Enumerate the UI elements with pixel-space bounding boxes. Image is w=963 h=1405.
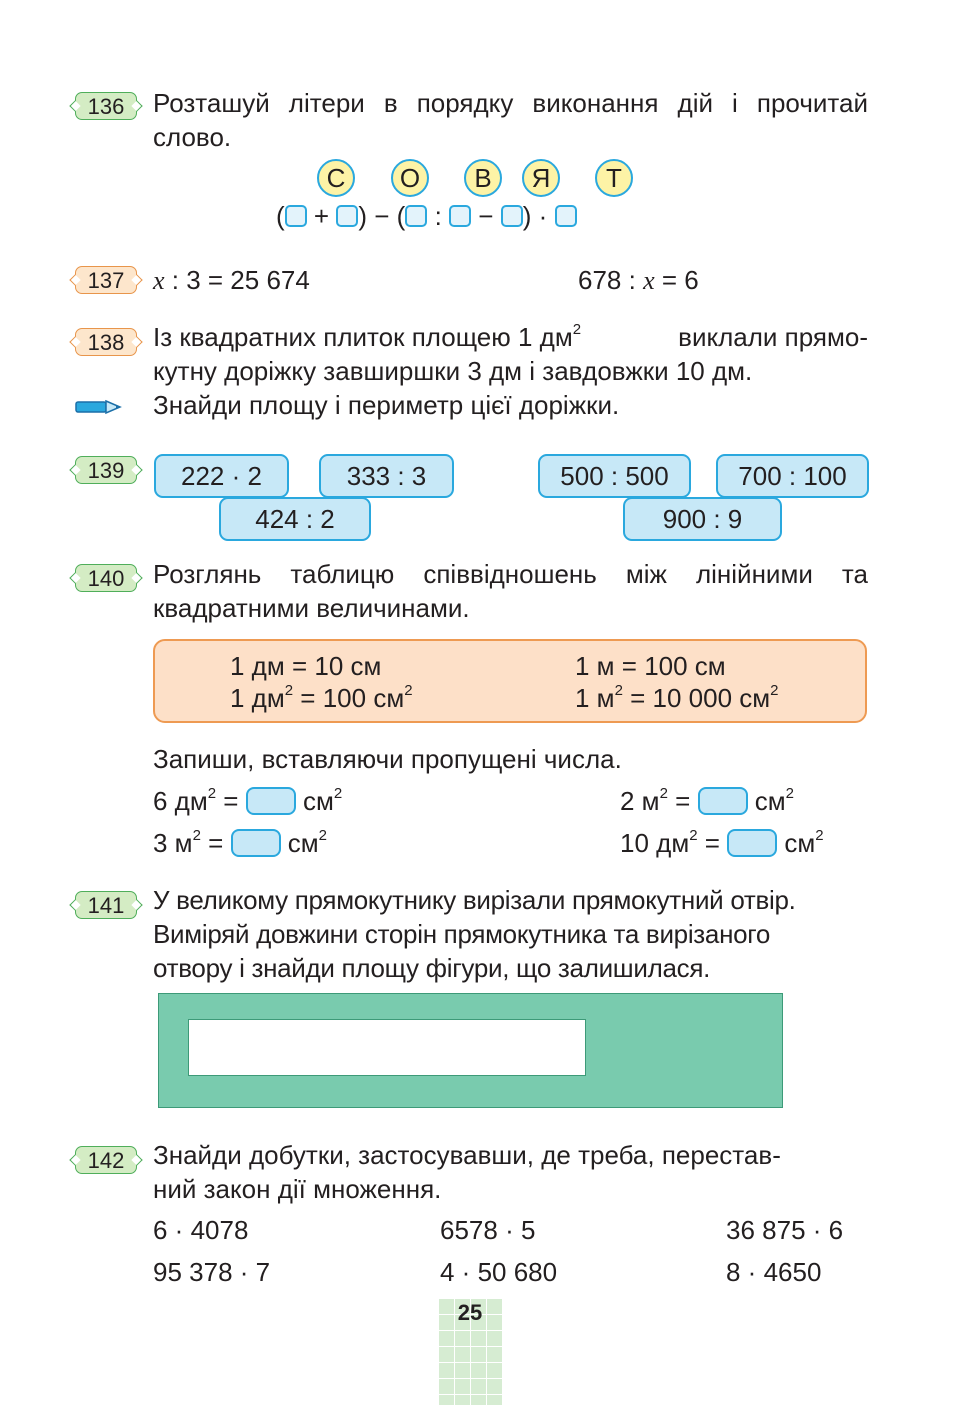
- task-140-text: Розглянь таблицю співвідношень між лінійними та квадратними величинами.: [153, 559, 868, 623]
- fill-in-item: [153, 826, 327, 860]
- letter-circle-t: Т: [595, 159, 633, 197]
- superscript: 2: [207, 785, 217, 802]
- answer-input-box[interactable]: [727, 829, 777, 857]
- superscript: 2: [333, 785, 343, 802]
- op-minus: −: [478, 201, 494, 231]
- text: см: [287, 828, 319, 858]
- text: Знайди площу і периметр цієї доріжки.: [153, 390, 620, 420]
- text: Знайди добутки, застосувавши, де треба, перестав-: [153, 1140, 781, 1170]
- text: см: [302, 786, 334, 816]
- op-colon: :: [434, 201, 442, 231]
- superscript: 2: [815, 827, 824, 844]
- superscript: 2: [659, 785, 668, 802]
- task-number-142: 142: [75, 1146, 137, 1174]
- product-expression: 36 875 · 6: [726, 1215, 844, 1245]
- task-number-137: 137: [75, 266, 137, 294]
- task-138-text: [153, 320, 868, 422]
- pencil-icon: [74, 397, 122, 417]
- equation-rest: = 6: [654, 265, 699, 295]
- text: отвору і знайди площу фігури, що залишилася.: [153, 953, 711, 983]
- op-dot: ·: [538, 201, 548, 231]
- product-expression: 95 378 · 7: [153, 1257, 271, 1287]
- text: =: [216, 786, 246, 816]
- text: =: [697, 828, 728, 858]
- equation-rest: : 3 = 25 674: [164, 265, 310, 295]
- text: кутну доріжку завширшки 3 дм і завдовжки 10 дм.: [153, 356, 753, 386]
- text: = 10 000 см: [622, 683, 771, 713]
- paren: (: [276, 201, 285, 231]
- page-number: 25: [457, 1300, 483, 1325]
- text: 2 м: [620, 786, 660, 816]
- equation-2: [578, 263, 699, 298]
- task-number-140: 140: [75, 564, 137, 592]
- expression-box: 900 : 9: [623, 497, 782, 541]
- expression-box: 424 : 2: [219, 497, 371, 541]
- paren: ): [522, 201, 532, 231]
- paren: ): [358, 201, 367, 231]
- task-142-text: [153, 1138, 868, 1206]
- text: = 100 см: [293, 683, 405, 713]
- answer-square[interactable]: [555, 205, 577, 227]
- product-expression: 4 · 50 680: [440, 1257, 558, 1287]
- answer-input-box[interactable]: [231, 829, 281, 857]
- text: 6 дм: [153, 786, 208, 816]
- text: Виміряй довжини сторін прямокутника та вирізаного: [153, 919, 771, 949]
- text: виклали прямо-: [678, 322, 868, 352]
- text: 3 м: [153, 828, 193, 858]
- answer-square[interactable]: [285, 205, 307, 227]
- instruction-text: Запиши, вставляючи пропущені числа.: [153, 744, 622, 774]
- fill-in-item: [153, 784, 342, 818]
- equation-pre: 678 :: [578, 265, 644, 295]
- text: 10 дм: [620, 828, 690, 858]
- answer-square[interactable]: [336, 205, 358, 227]
- superscript: 2: [614, 682, 623, 699]
- product-expression: 6 · 4078: [153, 1215, 249, 1245]
- variable-x: x: [643, 266, 655, 295]
- task-141-text: [153, 883, 868, 985]
- order-expression: [276, 199, 577, 233]
- relation-cell: 1 дм = 10 см: [230, 651, 382, 681]
- superscript: 2: [785, 785, 794, 802]
- expression-box: 333 : 3: [319, 454, 454, 498]
- equation-1: [153, 263, 310, 298]
- superscript: 2: [192, 827, 201, 844]
- text: =: [667, 786, 698, 816]
- expression-box: 700 : 100: [716, 454, 869, 498]
- superscript: 2: [318, 827, 327, 844]
- text: У великому прямокутнику вирізали прямокутний отвір.: [153, 885, 796, 915]
- paren: (: [396, 201, 406, 231]
- relation-cell: [230, 681, 413, 715]
- answer-square[interactable]: [405, 205, 427, 227]
- letter-circle-o: О: [391, 159, 429, 197]
- text: Із квадратних плиток площею 1 дм: [153, 322, 573, 352]
- superscript: 2: [404, 682, 413, 699]
- line: [153, 320, 581, 354]
- answer-square[interactable]: [501, 205, 523, 227]
- task-number-141: 141: [75, 891, 137, 919]
- op-minus: −: [374, 201, 390, 231]
- letter-circle-s: С: [317, 159, 355, 197]
- task-number-138: 138: [75, 328, 137, 356]
- relation-cell: [575, 681, 779, 715]
- answer-input-box[interactable]: [246, 787, 296, 815]
- product-expression: 6578 · 5: [440, 1215, 536, 1245]
- superscript: 2: [572, 321, 582, 338]
- letter-circle-v: В: [464, 159, 502, 197]
- relation-cell: 1 м = 100 см: [575, 651, 726, 681]
- op-plus: +: [313, 201, 330, 231]
- task-number-136: 136: [75, 92, 137, 120]
- text: см: [784, 828, 816, 858]
- fill-in-item: [620, 784, 794, 818]
- superscript: 2: [770, 682, 779, 699]
- text: ний закон дії множення.: [153, 1174, 442, 1204]
- task-number-139: 139: [75, 456, 137, 484]
- task-136-text: Розташуй літери в порядку виконання дій і прочитай слово.: [153, 88, 868, 152]
- answer-square[interactable]: [449, 205, 471, 227]
- fill-in-item: [620, 826, 824, 860]
- superscript: 2: [689, 827, 698, 844]
- text: см: [754, 786, 786, 816]
- answer-input-box[interactable]: [698, 787, 748, 815]
- expression-box: 500 : 500: [538, 454, 691, 498]
- letter-circle-ya: Я: [522, 159, 560, 197]
- rectangular-hole: [188, 1019, 586, 1076]
- text: 1 м: [575, 683, 615, 713]
- variable-x: x: [153, 266, 165, 295]
- text: 1 дм: [230, 683, 285, 713]
- text: =: [200, 828, 231, 858]
- product-expression: 8 · 4650: [726, 1257, 822, 1287]
- expression-box: 222 · 2: [154, 454, 289, 498]
- superscript: 2: [284, 682, 294, 699]
